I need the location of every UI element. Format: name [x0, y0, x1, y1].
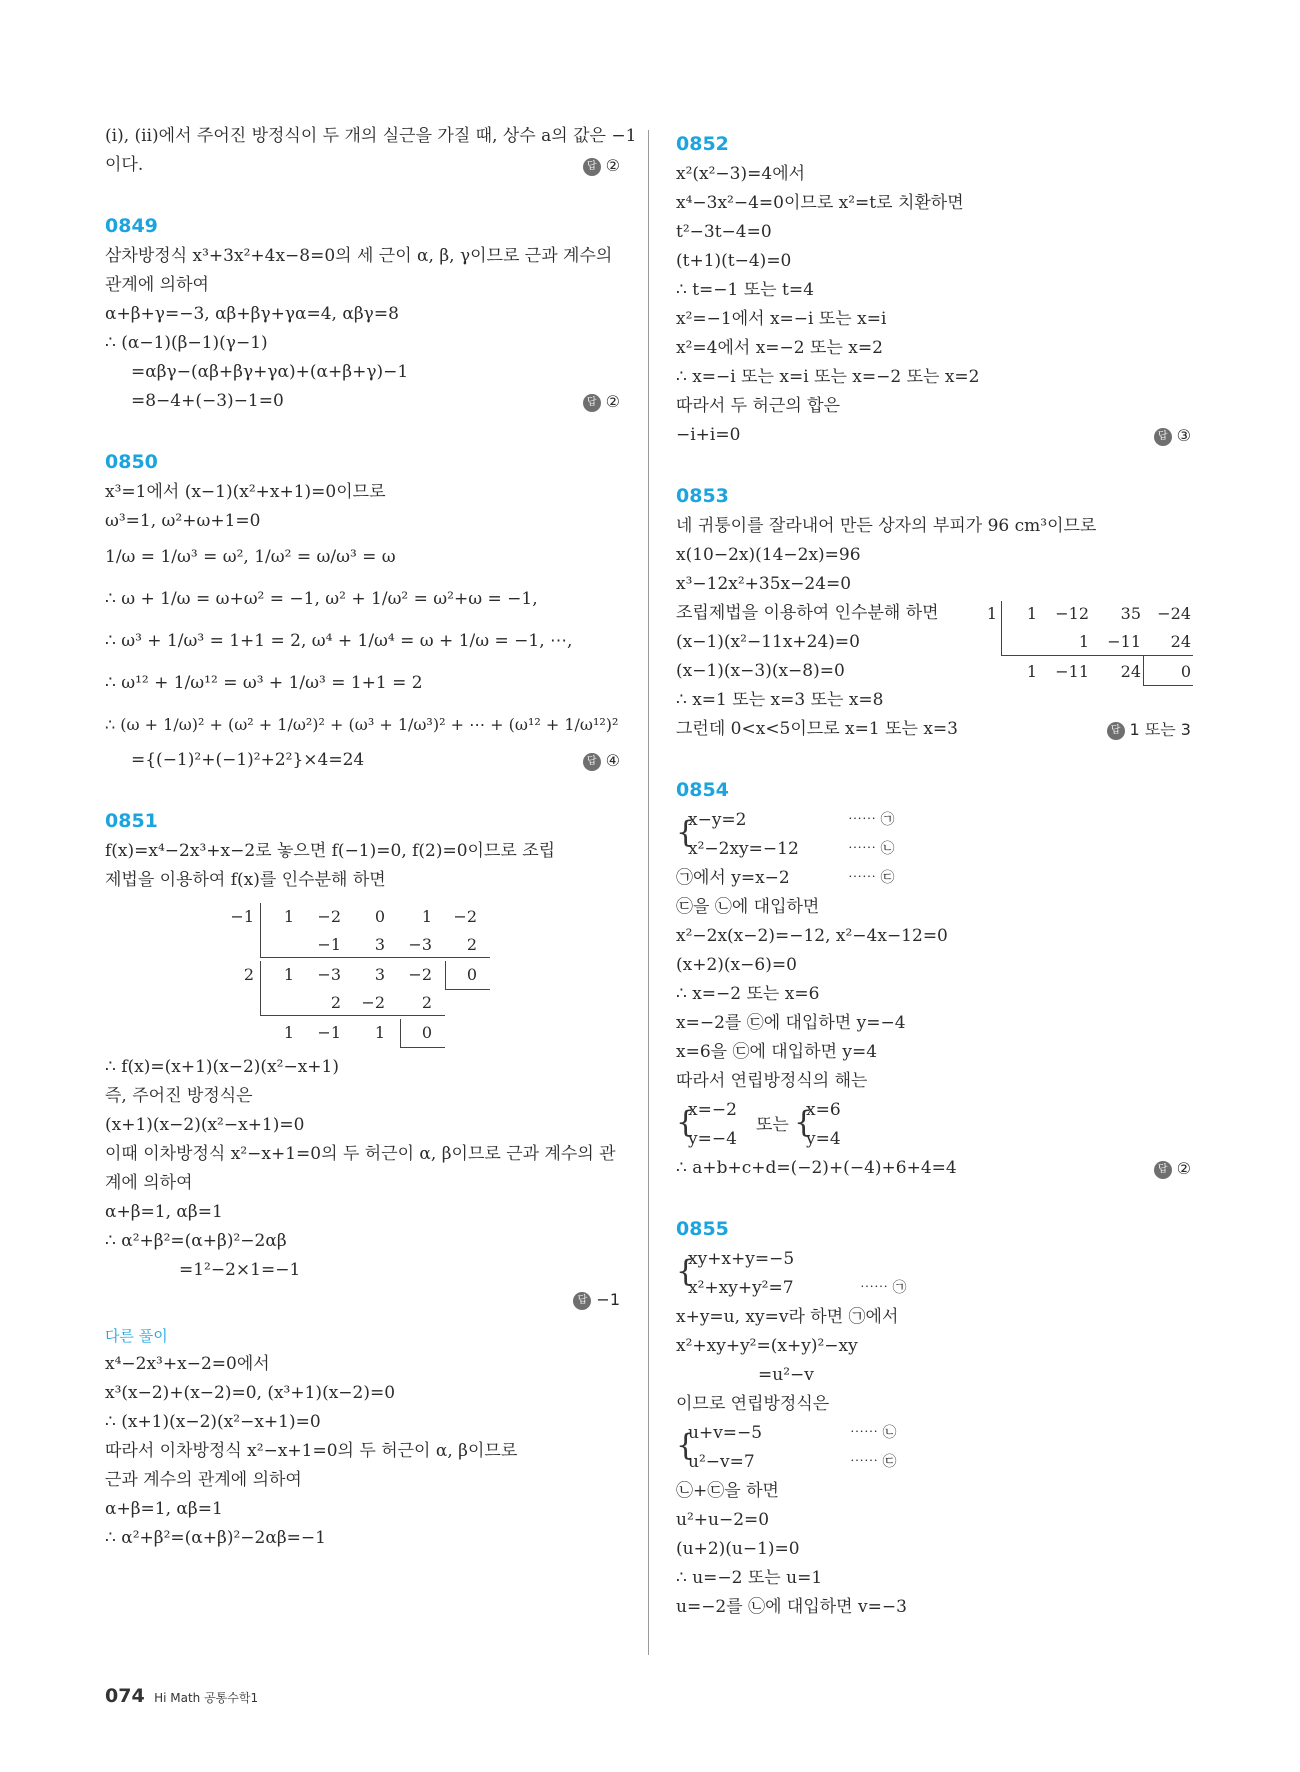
text-line: α+β=1, αβ=1 [105, 1499, 223, 1519]
book-title: Hi Math 공통수학1 [154, 1691, 259, 1705]
text-line: =1²−2×1=−1 [179, 1260, 301, 1280]
equation-marker: ⋯⋯ ㉠ [860, 1280, 907, 1296]
synthetic-division-table [105, 899, 620, 1049]
synth-cell: 2 [243, 965, 254, 984]
synth-divider [400, 1047, 445, 1048]
equation-system: { xy+x+y=−5 x²+xy+y²=7 ⋯⋯ ㉠ [676, 1245, 1191, 1303]
synth-cell: 2 [421, 993, 432, 1012]
text-line: ∴ α²+β²=(α+β)²−2αβ=−1 [105, 1528, 326, 1548]
synth-cell: 1 [283, 965, 294, 984]
text-line: =αβγ−(αβ+βγ+γα)+(α+β+γ)−1 [131, 362, 409, 382]
text-line: (t+1)(t−4)=0 [676, 251, 792, 271]
synth-divider [400, 1019, 401, 1047]
equation-marker: ⋯⋯ ㉡ [848, 841, 895, 857]
text-line: ={(−1)²+(−1)²+2²}×4=24 답 ④ [105, 746, 620, 775]
synth-cell: −12 [1055, 604, 1089, 623]
text-line: x=6을 ㉢에 대입하면 y=4 [676, 1042, 878, 1062]
text-line: u²+u−2=0 [676, 1510, 770, 1530]
text-line: 1/ω = 1/ω³ = ω², 1/ω² = ω/ω³ = ω [105, 547, 396, 567]
synth-cell: −2 [361, 993, 385, 1012]
text-line: ω³=1, ω²+ω+1=0 [105, 511, 261, 531]
synth-cell: 35 [1120, 604, 1141, 623]
page-number: 074 [105, 1685, 145, 1707]
alternative-solution-title: 다른 풀이 [105, 1327, 168, 1345]
text-line: ∴ f(x)=(x+1)(x−2)(x²−x+1) [105, 1057, 339, 1077]
answer-badge-icon: 답 [583, 158, 601, 176]
text-line: =u²−v [758, 1365, 814, 1385]
synth-cell: 0 [374, 907, 385, 926]
text-line: 그런데 0<x<5이므로 x=1 또는 x=3 답 1 또는 3 [676, 715, 1191, 744]
synth-cell: 1 [421, 907, 432, 926]
text-line: x³(x−2)+(x−2)=0, (x³+1)(x−2)=0 [105, 1383, 396, 1403]
brace-icon: { [676, 1428, 696, 1463]
synth-cell: −11 [1107, 632, 1141, 651]
text-line: (ⅰ), (ⅱ)에서 주어진 방정식이 두 개의 실근을 가질 때, 상수 a의 값은 −1 [105, 126, 637, 146]
synth-cell: −1 [317, 935, 341, 954]
text-line: ∴ α²+β²=(α+β)²−2αβ [105, 1231, 287, 1251]
problem-number: 0852 [676, 133, 729, 155]
synth-cell: 2 [330, 993, 341, 1012]
text-line: 이다. 답 ② [105, 151, 620, 180]
text-line: (u+2)(u−1)=0 [676, 1539, 800, 1559]
answer-mark: 답 ③ [1154, 421, 1191, 450]
text-line: 관계에 의하여 [105, 275, 209, 295]
text-line: (x+2)(x−6)=0 [676, 955, 797, 975]
answer-mark: 답 ② [583, 387, 620, 416]
text-line: x²(x²−3)=4에서 [676, 164, 806, 184]
solution-systems: { x=−2 y=−4 또는 { x=6 y=4 [676, 1100, 841, 1149]
equation-system: { x−y=2 ⋯⋯ ㉠ x²−2xy=−12 ⋯⋯ ㉡ [676, 806, 1191, 864]
text-line: ∴ t=−1 또는 t=4 [676, 280, 814, 300]
synth-cell: −3 [408, 935, 432, 954]
problem-number: 0851 [105, 810, 158, 832]
answer-badge-icon: 답 [1107, 722, 1125, 740]
text-line: ∴ ω¹² + 1/ω¹² = ω³ + 1/ω³ = 1+1 = 2 [105, 673, 423, 693]
problem-number: 0849 [105, 215, 158, 237]
text-line: 근과 계수의 관계에 의하여 [105, 1470, 302, 1490]
text-line: ∴ x=−2 또는 x=6 [676, 984, 820, 1004]
column-divider [648, 130, 649, 1655]
left-column [105, 122, 637, 1553]
answer-mark: 답 ② [583, 151, 620, 180]
text-line: ∴ a+b+c+d=(−2)+(−4)+6+4=4 답 ② [676, 1154, 1191, 1183]
text-line: α+β+γ=−3, αβ+βγ+γα=4, αβγ=8 [105, 304, 399, 324]
synth-cell: −3 [317, 965, 341, 984]
answer-badge-icon: 답 [583, 753, 601, 771]
synth-cell: 0 [1180, 662, 1191, 681]
text-line: ∴ u=−2 또는 u=1 [676, 1568, 823, 1588]
synth-divider [260, 957, 490, 958]
synth-cell: −1 [230, 907, 254, 926]
synth-cell: 1 [1026, 662, 1037, 681]
answer-mark: 답 ④ [583, 746, 620, 775]
text-line: ㉢을 ㉡에 대입하면 [676, 897, 820, 917]
equation-marker: ⋯⋯ ㉠ [848, 812, 895, 828]
text-line: x²=4에서 x=−2 또는 x=2 [676, 338, 883, 358]
problem-number: 0855 [676, 1218, 729, 1240]
text-line: 네 귀퉁이를 잘라내어 만든 상자의 부피가 96 cm³이므로 [676, 516, 1097, 536]
right-column [676, 122, 1191, 1622]
answer-badge-icon: 답 [573, 1292, 591, 1310]
synth-cell: 3 [374, 965, 385, 984]
synth-cell: −11 [1055, 662, 1089, 681]
synth-cell: 1 [283, 907, 294, 926]
text-line: x³−12x²+35x−24=0 [676, 574, 852, 594]
text-line: x⁴−3x²−4=0이므로 x²=t로 치환하면 [676, 193, 964, 213]
text-line: x(10−2x)(14−2x)=96 [676, 545, 861, 565]
text-line: x³=1에서 (x−1)(x²+x+1)=0이므로 [105, 482, 386, 502]
answer-mark: 답 1 또는 3 [1107, 715, 1191, 744]
synth-cell: 1 [283, 1023, 294, 1042]
answer-mark: 답 ② [1154, 1154, 1191, 1183]
synth-cell: −24 [1157, 604, 1191, 623]
text-line: f(x)=x⁴−2x³+x−2로 놓으면 f(−1)=0, f(2)=0이므로 조립 [105, 841, 556, 861]
text-line: ∴ x=1 또는 x=3 또는 x=8 [676, 690, 884, 710]
text-line: α+β=1, αβ=1 [105, 1202, 223, 1222]
synth-cell: 0 [421, 1023, 432, 1042]
brace-icon: { [676, 1105, 696, 1140]
brace-icon: { [676, 1254, 696, 1289]
synth-cell: 0 [466, 965, 477, 984]
text-line: ∴ (ω + 1/ω)² + (ω² + 1/ω²)² + (ω³ + 1/ω³)² + ⋯ + (ω¹² + 1/ω¹²)² [105, 715, 619, 734]
text-line: −i+i=0 답 ③ [676, 421, 1191, 450]
brace-icon: { [794, 1105, 814, 1140]
synth-cell: 1 [1078, 632, 1089, 651]
equation-marker: ⋯⋯ ㉢ [848, 870, 895, 886]
text-line: 따라서 연립방정식의 해는 [676, 1071, 868, 1091]
equation-system: { u+v=−5 ⋯⋯ ㉡ u²−v=7 ⋯⋯ ㉢ [676, 1419, 1191, 1477]
text-line: ㉡+㉢을 하면 [676, 1481, 779, 1501]
text-line: (x−1)(x−3)(x−8)=0 [676, 661, 845, 681]
synth-cell: −1 [317, 1023, 341, 1042]
equation-marker: ⋯⋯ ㉢ [850, 1454, 897, 1470]
text-line: x+y=u, xy=v라 하면 ㉠에서 [676, 1307, 899, 1327]
synth-cell: 24 [1120, 662, 1141, 681]
text-line: 따라서 이차방정식 x²−x+1=0의 두 허근이 α, β이므로 [105, 1441, 518, 1461]
text-line: x²−2x(x−2)=−12, x²−4x−12=0 [676, 926, 948, 946]
synth-cell: −2 [408, 965, 432, 984]
synth-divider [260, 961, 261, 1015]
text-line: (x+1)(x−2)(x²−x+1)=0 [105, 1115, 305, 1135]
problem-number: 0850 [105, 451, 158, 473]
synth-cell: 3 [374, 935, 385, 954]
text-line: ∴ x=−i 또는 x=i 또는 x=−2 또는 x=2 [676, 367, 980, 387]
synth-divider [445, 989, 490, 990]
text-line: ∴ (x+1)(x−2)(x²−x+1)=0 [105, 1412, 321, 1432]
text-line: x²=−1에서 x=−i 또는 x=i [676, 309, 887, 329]
brace-icon: { [676, 815, 696, 850]
text-line: 제법을 이용하여 f(x)를 인수분해 하면 [105, 870, 386, 890]
text-line: 이때 이차방정식 x²−x+1=0의 두 허근이 α, β이므로 근과 계수의 관 [105, 1144, 616, 1164]
answer-badge-icon: 답 [1154, 428, 1172, 446]
text-line: ∴ ω + 1/ω = ω+ω² = −1, ω² + 1/ω² = ω²+ω = −1, [105, 589, 538, 609]
synth-cell: 1 [374, 1023, 385, 1042]
text-line: 즉, 주어진 방정식은 [105, 1086, 253, 1106]
text-line: x²+xy+y²=(x+y)²−xy [676, 1336, 858, 1356]
answer-line [105, 1285, 620, 1314]
page-footer [105, 1685, 258, 1707]
synth-cell: 24 [1170, 632, 1191, 651]
synth-cell: 1 [1026, 604, 1037, 623]
synth-cell: 1 [986, 604, 997, 623]
problem-number: 0854 [676, 779, 729, 801]
text-line: 이므로 연립방정식은 [676, 1394, 830, 1414]
text-line: 삼차방정식 x³+3x²+4x−8=0의 세 근이 α, β, γ이므로 근과 계수의 [105, 246, 613, 266]
text-line: 계에 의하여 [105, 1173, 193, 1193]
text-line: x⁴−2x³+x−2=0에서 [105, 1354, 270, 1374]
synth-cell: 2 [466, 935, 477, 954]
answer-mark: 답 −1 [573, 1285, 620, 1314]
text-line: 따라서 두 허근의 합은 [676, 396, 841, 416]
equation-marker: ⋯⋯ ㉡ [850, 1425, 897, 1441]
or-text: 또는 [756, 1115, 789, 1135]
text-line: (x−1)(x²−11x+24)=0 [676, 632, 860, 652]
text-line: ㉠에서 y=x−2 ⋯⋯ ㉢ [676, 864, 1191, 893]
text-line: x=−2를 ㉢에 대입하면 y=−4 [676, 1013, 906, 1033]
text-line: u=−2를 ㉡에 대입하면 v=−3 [676, 1597, 907, 1617]
synth-cell: −2 [317, 907, 341, 926]
text-line: =8−4+(−3)−1=0 답 ② [105, 387, 620, 416]
answer-badge-icon: 답 [583, 394, 601, 412]
text-line: 조립제법을 이용하여 인수분해 하면 [676, 603, 939, 623]
text-line: ∴ ω³ + 1/ω³ = 1+1 = 2, ω⁴ + 1/ω⁴ = ω + 1/ω = −1, ⋯, [105, 631, 573, 651]
synth-cell: −2 [453, 907, 477, 926]
text-line: t²−3t−4=0 [676, 222, 772, 242]
synth-divider [260, 903, 261, 957]
synth-divider [445, 961, 446, 989]
answer-badge-icon: 답 [1154, 1161, 1172, 1179]
problem-number: 0853 [676, 485, 729, 507]
text-line: ∴ (α−1)(β−1)(γ−1) [105, 333, 268, 353]
synth-divider [260, 1015, 445, 1016]
